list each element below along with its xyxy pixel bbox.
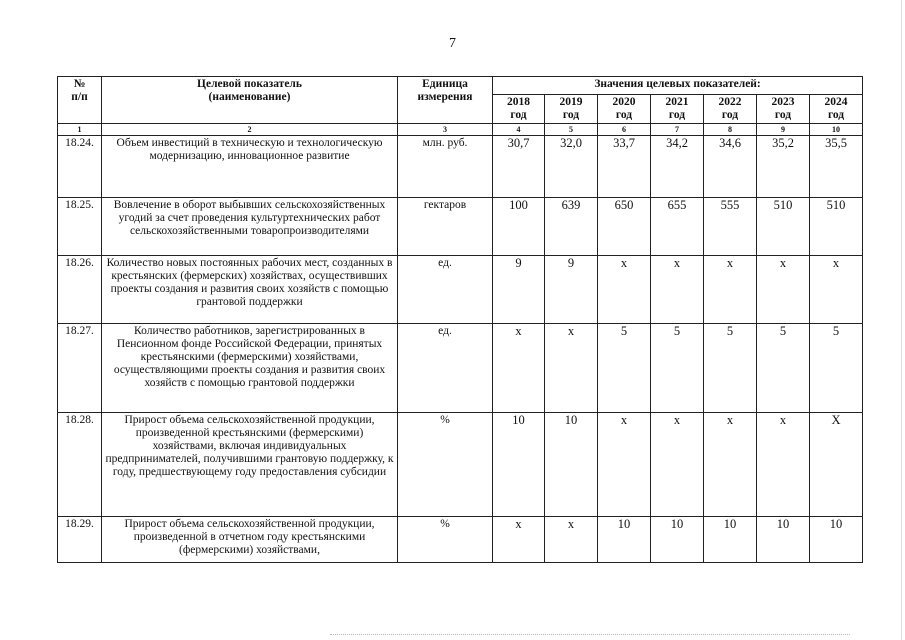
value-cell-2018: х — [493, 517, 545, 563]
header-unit: Единица измерения — [398, 77, 493, 124]
year-label: 2022 — [718, 96, 742, 108]
column-number: 10 — [810, 124, 863, 136]
header-num: № п/п — [58, 77, 102, 124]
value-cell-2024: Х — [810, 413, 863, 517]
table-row — [58, 256, 863, 324]
value-cell-2021: х — [651, 256, 704, 324]
year-suffix: год — [827, 109, 845, 121]
year-label: 2023 — [771, 96, 795, 108]
column-number: 1 — [58, 124, 102, 136]
value-cell-2021: х — [651, 413, 704, 517]
value-cell-2023: 35,2 — [757, 136, 810, 198]
value-cell-2024: 5 — [810, 324, 863, 413]
column-number: 6 — [598, 124, 651, 136]
row-number: 18.25. — [58, 198, 102, 256]
table-row — [58, 324, 863, 413]
page-number: 7 — [449, 36, 456, 51]
unit-of-measure: % — [398, 413, 493, 517]
value-cell-2019: х — [545, 517, 598, 563]
header-year-2023 — [757, 95, 810, 124]
value-cell-2024: х — [810, 256, 863, 324]
value-cell-2022: х — [704, 256, 757, 324]
column-number: 3 — [398, 124, 493, 136]
column-number: 9 — [757, 124, 810, 136]
value-cell-2021: 5 — [651, 324, 704, 413]
value-cell-2024: 35,5 — [810, 136, 863, 198]
table-row — [58, 517, 863, 563]
year-suffix: год — [510, 109, 527, 121]
value-cell-2019: 32,0 — [545, 136, 598, 198]
year-suffix: год — [774, 109, 792, 121]
value-cell-2022: 555 — [704, 198, 757, 256]
header-indicator: Целевой показатель (наименование) — [102, 77, 398, 124]
value-cell-2018: 100 — [493, 198, 545, 256]
table-row — [58, 198, 863, 256]
row-number: 18.26. — [58, 256, 102, 324]
column-number: 4 — [493, 124, 545, 136]
value-cell-2021: 655 — [651, 198, 704, 256]
header-year-2024 — [810, 95, 863, 124]
header-year-2020 — [598, 95, 651, 124]
year-label: 2020 — [612, 96, 636, 108]
value-cell-2019: 10 — [545, 413, 598, 517]
unit-of-measure: ед. — [398, 324, 493, 413]
year-suffix: год — [615, 109, 633, 121]
table-row — [58, 136, 863, 198]
value-cell-2019: 639 — [545, 198, 598, 256]
year-suffix: год — [721, 109, 739, 121]
value-cell-2020: х — [598, 256, 651, 324]
scan-edge-line — [330, 634, 850, 635]
unit-of-measure: млн. руб. — [398, 136, 493, 198]
value-cell-2023: х — [757, 256, 810, 324]
header-year-2021 — [651, 95, 704, 124]
unit-of-measure: ед. — [398, 256, 493, 324]
value-cell-2018: 10 — [493, 413, 545, 517]
value-cell-2020: 650 — [598, 198, 651, 256]
value-cell-2020: х — [598, 413, 651, 517]
value-cell-2022: 34,6 — [704, 136, 757, 198]
target-indicators-table — [57, 76, 863, 563]
value-cell-2020: 10 — [598, 517, 651, 563]
value-cell-2024: 510 — [810, 198, 863, 256]
indicator-name: Количество новых постоянных рабочих мест, созданных в крестьянских (фермерских) хозяйствах, осуществивших проекты создания и развития своих хозяйств с помощью грантовой поддержки — [102, 256, 398, 324]
row-number: 18.27. — [58, 324, 102, 413]
year-suffix: год — [562, 109, 580, 121]
value-cell-2021: 10 — [651, 517, 704, 563]
year-suffix: год — [668, 109, 686, 121]
header-year-2018 — [493, 95, 545, 124]
indicator-name: Прирост объема сельскохозяйственной продукции, произведенной в отчетном году крестьянскими (фермерскими) хозяйствами, — [102, 517, 398, 563]
value-cell-2023: 510 — [757, 198, 810, 256]
indicator-name: Прирост объема сельскохозяйственной продукции, произведенной крестьянскими (фермерскими) хозяйствами, включая индивидуальных предпринимателей, получившими грантовую поддержку, к году, предшествующему году предоставления субсидии — [102, 413, 398, 517]
value-cell-2018: 30,7 — [493, 136, 545, 198]
value-cell-2022: 5 — [704, 324, 757, 413]
row-number: 18.24. — [58, 136, 102, 198]
value-cell-2018: 9 — [493, 256, 545, 324]
value-cell-2023: 10 — [757, 517, 810, 563]
value-cell-2021: 34,2 — [651, 136, 704, 198]
value-cell-2023: х — [757, 413, 810, 517]
year-label: 2019 — [559, 96, 583, 108]
table-row — [58, 413, 863, 517]
column-number: 8 — [704, 124, 757, 136]
indicator-name: Вовлечение в оборот выбывших сельскохозяйственных угодий за счет проведения культуртехнических работ сельскохозяйственными товаропроизводителями — [102, 198, 398, 256]
header-values: Значения целевых показателей: — [493, 77, 863, 95]
value-cell-2020: 5 — [598, 324, 651, 413]
value-cell-2020: 33,7 — [598, 136, 651, 198]
value-cell-2023: 5 — [757, 324, 810, 413]
value-cell-2024: 10 — [810, 517, 863, 563]
column-number: 2 — [102, 124, 398, 136]
indicator-name: Объем инвестиций в техническую и технологическую модернизацию, инновационное развитие — [102, 136, 398, 198]
row-number: 18.28. — [58, 413, 102, 517]
scan-right-edge — [901, 0, 902, 640]
row-number: 18.29. — [58, 517, 102, 563]
value-cell-2018: х — [493, 324, 545, 413]
header-year-2019 — [545, 95, 598, 124]
indicator-name: Количество работников, зарегистрированных в Пенсионном фонде Российской Федерации, принятых крестьянскими (фермерскими) хозяйствами, осуществляющими проекты создания и развития своих хозяйств с помощью грантовой поддержки — [102, 324, 398, 413]
header-year-2022 — [704, 95, 757, 124]
unit-of-measure: гектаров — [398, 198, 493, 256]
unit-of-measure: % — [398, 517, 493, 563]
value-cell-2022: х — [704, 413, 757, 517]
column-number: 7 — [651, 124, 704, 136]
year-label: 2024 — [824, 96, 848, 108]
value-cell-2022: 10 — [704, 517, 757, 563]
value-cell-2019: х — [545, 324, 598, 413]
column-number: 5 — [545, 124, 598, 136]
year-label: 2018 — [507, 96, 530, 108]
year-label: 2021 — [665, 96, 689, 108]
value-cell-2019: 9 — [545, 256, 598, 324]
